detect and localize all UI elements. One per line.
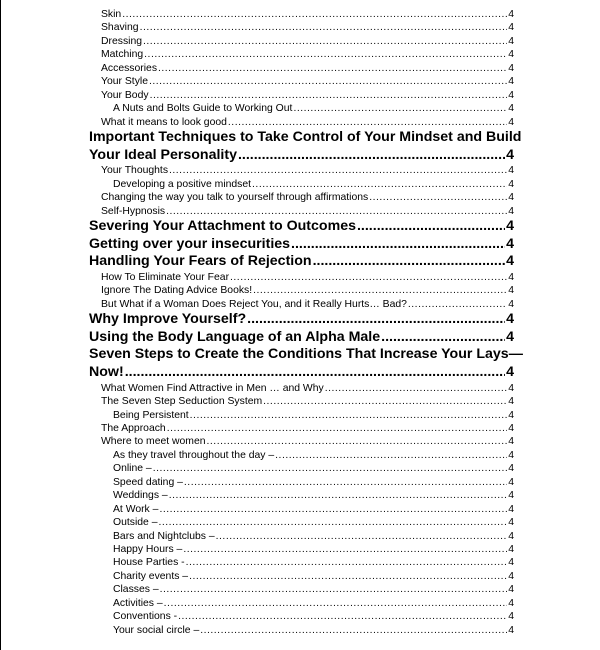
toc-entry-title: Changing the way you talk to yourself through affirmations: [101, 192, 369, 204]
toc-entry-page: 4: [508, 9, 514, 20]
toc-entry[interactable]: [89, 62, 514, 75]
toc-leader-dots: [325, 382, 508, 395]
toc-leader-dots: [183, 543, 507, 556]
toc-leader-dots: [190, 409, 508, 422]
toc-entry-page: 4: [508, 22, 514, 34]
toc-leader-dots: [153, 462, 508, 475]
toc-entry-page: 4: [508, 409, 514, 421]
toc-entry-title: Classes –: [113, 584, 159, 596]
toc-entry-page: 4: [508, 490, 514, 502]
toc-entry-page: 4: [508, 584, 514, 596]
toc-entry-title: Your social circle –: [113, 624, 200, 636]
toc-entry[interactable]: [89, 102, 514, 115]
toc-entry-title: Outside –: [113, 517, 158, 529]
toc-entry-title: Your Style: [101, 76, 148, 88]
toc-entry-page: 4: [508, 382, 514, 394]
toc-entry[interactable]: [89, 395, 514, 408]
toc-entry[interactable]: [89, 8, 514, 21]
toc-leader-dots: [200, 624, 507, 637]
toc-entry-title: Conventions -: [113, 611, 178, 623]
toc-entry[interactable]: [89, 530, 514, 543]
toc-entry-page: 4: [508, 436, 514, 448]
toc-entry[interactable]: [89, 449, 514, 462]
toc-entry[interactable]: [89, 191, 514, 204]
toc-entry[interactable]: [89, 48, 514, 61]
toc-leader-dots: [291, 236, 505, 254]
toc-entry-title: House Parties -: [113, 557, 185, 569]
toc-entry-page: 4: [508, 530, 514, 542]
toc-entry-page: 4: [506, 218, 514, 235]
toc-leader-dots: [207, 435, 508, 448]
toc-leader-dots: [158, 516, 507, 529]
toc-leader-dots: [369, 191, 507, 204]
toc-entry[interactable]: [89, 422, 514, 435]
toc-entry[interactable]: [89, 236, 514, 254]
toc-entry[interactable]: [89, 205, 514, 218]
toc-entry-title: At Work –: [113, 503, 159, 515]
toc-leader-dots: [216, 530, 508, 543]
toc-leader-dots: [125, 364, 505, 382]
toc-leader-dots: [144, 48, 507, 61]
toc-entry-page: 4: [506, 146, 514, 163]
toc-section-seduction: [89, 382, 514, 638]
toc-entry-page: 4: [508, 517, 514, 529]
toc-entry-title: Using the Body Language of an Alpha Male: [89, 328, 381, 345]
toc-entry-page: 4: [506, 235, 514, 252]
toc-entry[interactable]: [89, 462, 514, 475]
toc-entry-title: Ignore The Dating Advice Books!: [101, 285, 253, 297]
toc-entry-page: 4: [506, 311, 514, 328]
toc-entry-title: Bars and Nightclubs –: [113, 530, 215, 542]
toc-entry-page: 4: [508, 422, 514, 434]
toc-entry[interactable]: [89, 75, 514, 88]
toc-entry-title: Being Persistent: [113, 409, 189, 421]
toc-entry-page: 4: [508, 463, 514, 475]
toc-leader-dots: [238, 147, 505, 165]
toc-entry[interactable]: [89, 329, 514, 347]
toc-leader-dots: [230, 271, 507, 284]
toc-entry-title: Skin: [101, 9, 122, 20]
toc-entry-title: Your Ideal Personality: [89, 146, 237, 163]
toc-leader-dots: [275, 449, 507, 462]
toc-leader-dots: [293, 102, 507, 115]
toc-entry[interactable]: [89, 610, 514, 623]
toc-entry-page: 4: [508, 396, 514, 408]
table-of-contents: [89, 8, 523, 637]
toc-leader-dots: [166, 205, 507, 218]
toc-entry-title: Matching: [101, 49, 144, 61]
toc-leader-dots: [158, 62, 507, 75]
toc-entry-page: 4: [508, 544, 514, 556]
toc-leader-dots: [164, 597, 508, 610]
toc-entry[interactable]: [89, 164, 514, 177]
toc-entry-title: The Approach: [101, 422, 166, 434]
toc-entry-page: 4: [508, 503, 514, 515]
toc-entry-title: Charity events –: [113, 570, 189, 582]
toc-entry-title: Happy Hours –: [113, 544, 183, 556]
toc-entry[interactable]: [89, 503, 514, 516]
toc-section-mindset: [89, 164, 514, 346]
toc-heading-line-1: Seven Steps to Create the Conditions That Increase Your Lays—: [89, 346, 523, 363]
toc-entry-title: A Nuts and Bolts Guide to Working Out: [113, 103, 293, 115]
toc-entry-page: 4: [508, 76, 514, 88]
toc-entry-page: 4: [506, 328, 514, 345]
toc-leader-dots: [169, 164, 507, 177]
toc-leader-dots: [167, 422, 508, 435]
toc-section-appearance: [89, 8, 514, 129]
toc-entry-page: 4: [508, 178, 514, 190]
toc-entry[interactable]: [89, 476, 514, 489]
toc-entry[interactable]: [89, 516, 514, 529]
toc-entry[interactable]: [89, 435, 514, 448]
toc-leader-dots: [189, 570, 507, 583]
toc-leader-dots: [186, 556, 508, 569]
toc-leader-dots: [160, 583, 508, 596]
toc-entry-page: 4: [508, 89, 514, 101]
toc-entry-page: 4: [508, 298, 514, 310]
toc-leader-dots: [169, 489, 508, 502]
toc-entry[interactable]: [89, 543, 514, 556]
toc-entry-title: Speed dating –: [113, 476, 183, 488]
toc-entry-title: What it means to look good: [101, 116, 227, 128]
toc-entry-title: Now!: [89, 364, 124, 380]
toc-entry[interactable]: [89, 311, 514, 329]
toc-leader-dots: [140, 21, 508, 34]
toc-entry-title: As they travel throughout the day –: [113, 449, 275, 461]
toc-entry[interactable]: [89, 218, 514, 236]
toc-entry-title: The Seven Step Seduction System: [101, 396, 263, 408]
toc-entry-page: 4: [508, 271, 514, 283]
toc-leader-dots: [150, 89, 508, 102]
toc-entry-title: Handling Your Fears of Rejection: [89, 253, 312, 270]
toc-heading-line-2: [89, 364, 514, 382]
toc-heading-line-1: Important Techniques to Take Control of Your Mindset and Build: [89, 129, 522, 146]
toc-entry-title: Why Improve Yourself?: [89, 311, 247, 328]
toc-entry[interactable]: [89, 624, 514, 637]
toc-entry[interactable]: [89, 298, 514, 311]
toc-entry-page: 4: [508, 116, 514, 128]
toc-leader-dots: [149, 75, 507, 88]
toc-entry-page: 4: [508, 49, 514, 61]
toc-entry-title: Online –: [113, 463, 152, 475]
toc-entry-title: Developing a positive mindset: [113, 178, 252, 190]
toc-entry-page: 4: [508, 103, 514, 115]
toc-leader-dots: [253, 284, 507, 297]
toc-entry[interactable]: [89, 284, 514, 297]
toc-entry-page: 4: [508, 570, 514, 582]
toc-entry[interactable]: [89, 21, 514, 34]
toc-entry-title: Self-Hypnosis: [101, 205, 166, 217]
toc-leader-dots: [247, 311, 505, 329]
toc-entry[interactable]: [89, 583, 514, 596]
toc-entry-page: 4: [508, 449, 514, 461]
toc-leader-dots: [357, 218, 505, 236]
toc-entry-title: Getting over your insecurities: [89, 235, 291, 252]
toc-entry-page: 4: [506, 253, 514, 270]
toc-entry[interactable]: [89, 271, 514, 284]
toc-leader-dots: [381, 329, 505, 347]
toc-entry-title: Activities –: [113, 597, 163, 609]
toc-entry[interactable]: [89, 253, 514, 271]
toc-entry-page: 4: [508, 597, 514, 609]
toc-entry[interactable]: [89, 489, 514, 502]
toc-entry[interactable]: [89, 556, 514, 569]
toc-entry[interactable]: [89, 116, 514, 129]
toc-entry[interactable]: [89, 409, 514, 422]
toc-entry-page: 4: [508, 205, 514, 217]
toc-leader-dots: [143, 35, 507, 48]
toc-entry[interactable]: [89, 178, 514, 191]
toc-leader-dots: [263, 395, 507, 408]
toc-entry[interactable]: [89, 597, 514, 610]
toc-entry-page: 4: [508, 285, 514, 297]
toc-entry-title: What Women Find Attractive in Men … and Why: [101, 382, 324, 394]
toc-heading-seven-steps[interactable]: [89, 346, 523, 381]
toc-leader-dots: [184, 476, 507, 489]
toc-leader-dots: [122, 8, 507, 21]
toc-entry-page: 4: [508, 476, 514, 488]
toc-entry-page: 4: [508, 192, 514, 204]
toc-entry[interactable]: [89, 570, 514, 583]
toc-entry-title: Shaving: [101, 22, 139, 34]
toc-entry-page: 4: [508, 62, 514, 74]
toc-leader-dots: [228, 116, 507, 129]
toc-entry-title: Accessories: [101, 62, 158, 74]
toc-leader-dots: [252, 178, 507, 191]
toc-entry[interactable]: [89, 382, 514, 395]
toc-entry-title: But What if a Woman Does Reject You, and it Really Hurts… Bad?: [101, 298, 407, 310]
toc-entry-page: 4: [508, 165, 514, 177]
toc-entry-page: 4: [508, 35, 514, 47]
toc-entry-title: Weddings –: [113, 490, 168, 502]
toc-heading-important-techniques[interactable]: [89, 129, 522, 164]
toc-leader-dots: [178, 610, 507, 623]
toc-entry-title: Your Body: [101, 89, 149, 101]
toc-leader-dots: [313, 253, 506, 271]
toc-heading-line-2: [89, 147, 514, 165]
toc-entry-title: How To Eliminate Your Fear: [101, 271, 230, 283]
toc-entry-page: 4: [508, 557, 514, 569]
toc-entry-page: 4: [506, 364, 514, 380]
toc-entry-page: 4: [508, 624, 514, 636]
toc-entry-title: Your Thoughts: [101, 165, 169, 177]
toc-leader-dots: [159, 503, 507, 516]
toc-entry[interactable]: [89, 89, 514, 102]
page-left-border: [0, 0, 1, 650]
toc-entry-title: Severing Your Attachment to Outcomes: [89, 218, 356, 235]
toc-entry-title: Dressing: [101, 35, 142, 47]
toc-entry-title: Where to meet women: [101, 436, 206, 448]
toc-entry[interactable]: [89, 35, 514, 48]
toc-entry-page: 4: [508, 611, 514, 623]
toc-leader-dots: [408, 298, 507, 311]
